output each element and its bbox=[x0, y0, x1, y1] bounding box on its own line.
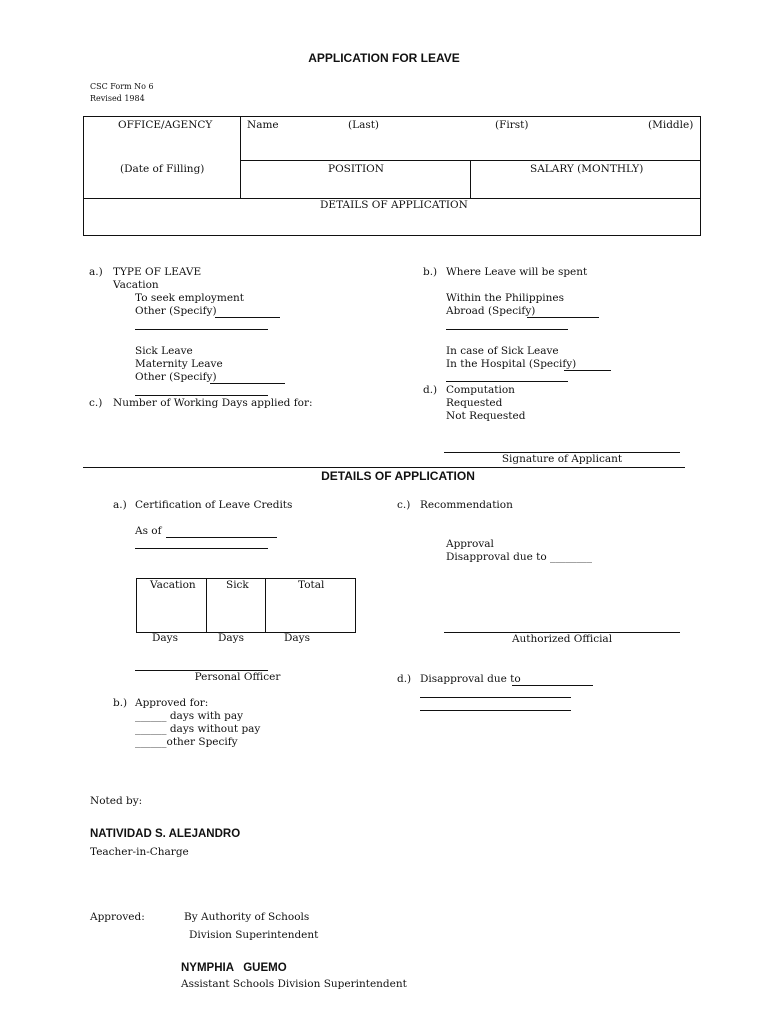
as-of-label: As of bbox=[135, 525, 162, 537]
approval-label: Approval bbox=[446, 538, 494, 550]
signature-of-applicant-label: Signature of Applicant bbox=[501, 453, 623, 465]
name-label: Name bbox=[247, 119, 279, 131]
section-separator bbox=[83, 467, 685, 468]
hospital-specify-field-2[interactable] bbox=[446, 381, 568, 382]
disapproval-due-field-3[interactable] bbox=[420, 710, 571, 711]
abroad-specify-field-2[interactable] bbox=[446, 329, 568, 330]
approver-title: Assistant Schools Division Superintendent bbox=[181, 978, 407, 990]
maternity-leave-label: Maternity Leave bbox=[135, 358, 223, 370]
other-specify-field[interactable] bbox=[215, 317, 280, 318]
authority-line-2: Division Superintendent bbox=[189, 929, 319, 941]
date-of-filing-label: (Date of Filling) bbox=[120, 163, 205, 175]
section-b-marker: b.) bbox=[423, 266, 438, 278]
disapproval-label: Disapproval due to ________ bbox=[446, 551, 593, 563]
sick-column-header: Sick bbox=[226, 579, 249, 591]
noted-by-label: Noted by: bbox=[90, 795, 143, 807]
details-c-marker: c.) bbox=[397, 499, 411, 511]
sick-leave-label: Sick Leave bbox=[135, 345, 193, 357]
middle-name-label: (Middle) bbox=[648, 119, 694, 131]
other-specify-label-2: Other (Specify) bbox=[135, 371, 217, 383]
type-of-leave-heading: TYPE OF LEAVE bbox=[113, 266, 202, 278]
salary-label: SALARY (MONTHLY) bbox=[530, 163, 644, 175]
total-column-header: Total bbox=[298, 579, 325, 591]
personal-officer-label: Personal Officer bbox=[194, 671, 281, 683]
form-number: CSC Form No 6 bbox=[90, 82, 154, 91]
section-d-marker: d.) bbox=[423, 384, 438, 396]
other-specify-field-2[interactable] bbox=[135, 329, 268, 330]
disapproval-due-field[interactable] bbox=[512, 685, 593, 686]
vacation-days-label: Days bbox=[152, 632, 178, 644]
vacation-column-header: Vacation bbox=[150, 579, 196, 591]
hospital-specify-label: In the Hospital (Specify) bbox=[446, 358, 577, 370]
vacation-label: Vacation bbox=[113, 279, 159, 291]
first-name-label: (First) bbox=[495, 119, 529, 131]
section-a-marker: a.) bbox=[89, 266, 103, 278]
section-c-marker: c.) bbox=[89, 397, 103, 409]
details-of-application-label: DETAILS OF APPLICATION bbox=[320, 199, 468, 211]
days-without-pay-label: ______ days without pay bbox=[135, 723, 261, 735]
seek-employment-label: To seek employment bbox=[135, 292, 245, 304]
as-of-field[interactable] bbox=[166, 537, 277, 538]
where-leave-heading: Where Leave will be spent bbox=[446, 266, 588, 278]
computation-heading: Computation bbox=[446, 384, 515, 396]
header-table bbox=[83, 116, 701, 236]
details-d-marker: d.) bbox=[397, 673, 412, 685]
table-divider bbox=[470, 160, 471, 198]
days-with-pay-label: ______ days with pay bbox=[135, 710, 244, 722]
working-days-label: Number of Working Days applied for: bbox=[113, 397, 313, 409]
table-divider bbox=[240, 116, 241, 198]
page-title: APPLICATION FOR LEAVE bbox=[308, 51, 460, 65]
other-specify-label-3: ______other Specify bbox=[135, 736, 238, 748]
as-of-field-2[interactable] bbox=[135, 548, 268, 549]
disapproval-due-label: Disapproval due to bbox=[420, 673, 521, 685]
disapproval-due-field-2[interactable] bbox=[420, 697, 571, 698]
office-agency-label: OFFICE/AGENCY bbox=[118, 119, 213, 131]
hospital-specify-field[interactable] bbox=[564, 370, 611, 371]
last-name-label: (Last) bbox=[348, 119, 380, 131]
noted-by-name: NATIVIDAD S. ALEJANDRO bbox=[90, 828, 241, 840]
other-specify-field-3[interactable] bbox=[210, 383, 285, 384]
other-specify-label: Other (Specify) bbox=[135, 305, 217, 317]
certification-label: Certification of Leave Credits bbox=[135, 499, 293, 511]
details-b-marker: b.) bbox=[113, 697, 128, 709]
table-divider bbox=[206, 578, 207, 633]
approver-name: NYMPHIA GUEMO bbox=[181, 962, 287, 974]
abroad-specify-field[interactable] bbox=[527, 317, 599, 318]
abroad-specify-label: Abroad (Specify) bbox=[446, 305, 536, 317]
not-requested-label: Not Requested bbox=[446, 410, 526, 422]
authority-line-1: By Authority of Schools bbox=[184, 911, 310, 923]
table-divider bbox=[265, 578, 266, 633]
other-specify-field-4[interactable] bbox=[135, 395, 268, 396]
position-label: POSITION bbox=[328, 163, 384, 175]
in-case-sick-label: In case of Sick Leave bbox=[446, 345, 559, 357]
total-days-label: Days bbox=[284, 632, 310, 644]
noted-by-title: Teacher-in-Charge bbox=[90, 846, 189, 858]
details-heading: DETAILS OF APPLICATION bbox=[321, 469, 475, 483]
revised-date: Revised 1984 bbox=[90, 94, 145, 103]
requested-label: Requested bbox=[446, 397, 503, 409]
details-a-marker: a.) bbox=[113, 499, 127, 511]
approved-for-label: Approved for: bbox=[135, 697, 209, 709]
within-philippines-label: Within the Philippines bbox=[446, 292, 565, 304]
recommendation-label: Recommendation bbox=[420, 499, 513, 511]
approved-label: Approved: bbox=[90, 911, 145, 923]
sick-days-label: Days bbox=[218, 632, 244, 644]
authorized-official-label: Authorized Official bbox=[511, 633, 613, 645]
